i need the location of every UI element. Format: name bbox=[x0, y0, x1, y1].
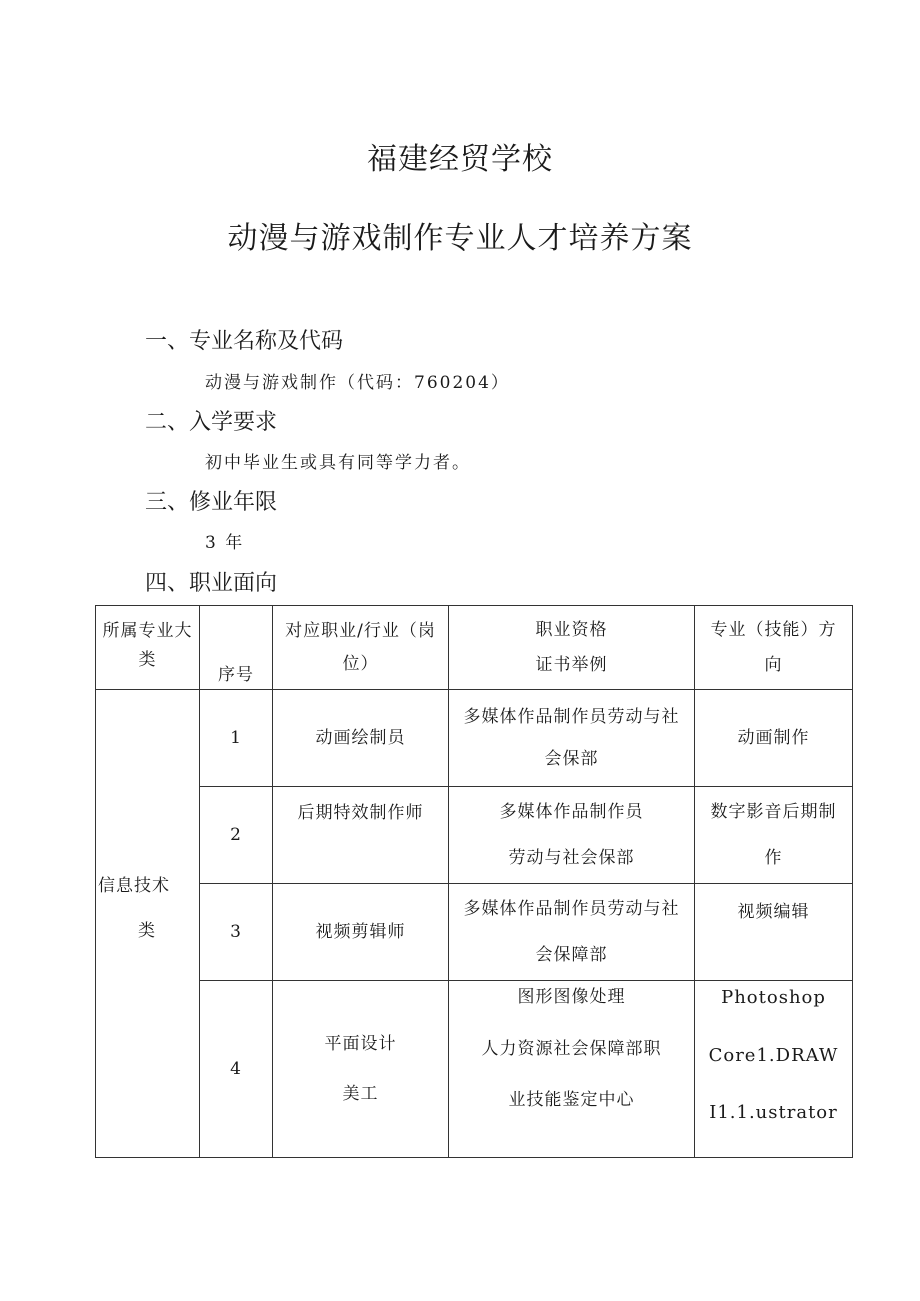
table-row bbox=[96, 884, 853, 981]
row-job: 视频剪辑师 bbox=[273, 884, 449, 981]
row-no: 2 bbox=[200, 787, 273, 884]
header-direction: 专业（技能）方 向 bbox=[695, 606, 853, 690]
table-header-row bbox=[96, 606, 853, 690]
row-no: 1 bbox=[200, 690, 273, 787]
row-job: 平面设计 美工 bbox=[273, 981, 449, 1158]
plan-title: 动漫与游戏制作专业人才培养方案 bbox=[227, 221, 693, 256]
school-title: 福建经贸学校 bbox=[367, 142, 553, 177]
section-heading-duration: 三、修业年限 bbox=[145, 490, 278, 515]
occupation-table bbox=[95, 605, 853, 1158]
row-job: 动画绘制员 bbox=[273, 690, 449, 787]
section-text-major: 动漫与游戏制作（代码：760204） bbox=[205, 373, 510, 393]
row-cert: 图形图像处理 人力资源社会保障部职 业技能鉴定中心 bbox=[449, 981, 695, 1158]
row-job: 后期特效制作师 bbox=[273, 787, 449, 884]
row-direction: 数字影音后期制 作 bbox=[695, 787, 853, 884]
section-text-admission: 初中毕业生或具有同等学力者。 bbox=[205, 453, 471, 473]
row-cert: 多媒体作品制作员劳动与社 会保部 bbox=[449, 690, 695, 787]
row-direction: 视频编辑 bbox=[695, 884, 853, 981]
section-heading-admission: 二、入学要求 bbox=[145, 410, 278, 435]
table-row bbox=[96, 690, 853, 787]
table-row bbox=[96, 787, 853, 884]
row-cert: 多媒体作品制作员劳动与社 会保障部 bbox=[449, 884, 695, 981]
category-cell: 信息技术 类 bbox=[96, 690, 200, 1158]
section-heading-occupation: 四、职业面向 bbox=[145, 571, 278, 596]
header-category: 所属专业大 类 bbox=[96, 606, 200, 690]
header-cert: 职业资格 证书举例 bbox=[449, 606, 695, 690]
section-text-duration: 3 年 bbox=[205, 533, 245, 553]
row-direction: 动画制作 bbox=[695, 690, 853, 787]
row-no: 3 bbox=[200, 884, 273, 981]
table-row bbox=[96, 981, 853, 1158]
header-no: 序号 bbox=[200, 606, 273, 690]
header-job: 对应职业/行业（岗 位） bbox=[273, 606, 449, 690]
row-no: 4 bbox=[200, 981, 273, 1158]
section-heading-major: 一、专业名称及代码 bbox=[145, 329, 344, 354]
row-cert: 多媒体作品制作员 劳动与社会保部 bbox=[449, 787, 695, 884]
row-direction: Photoshop Core1.DRAW I1.1.ustrator bbox=[695, 981, 853, 1158]
